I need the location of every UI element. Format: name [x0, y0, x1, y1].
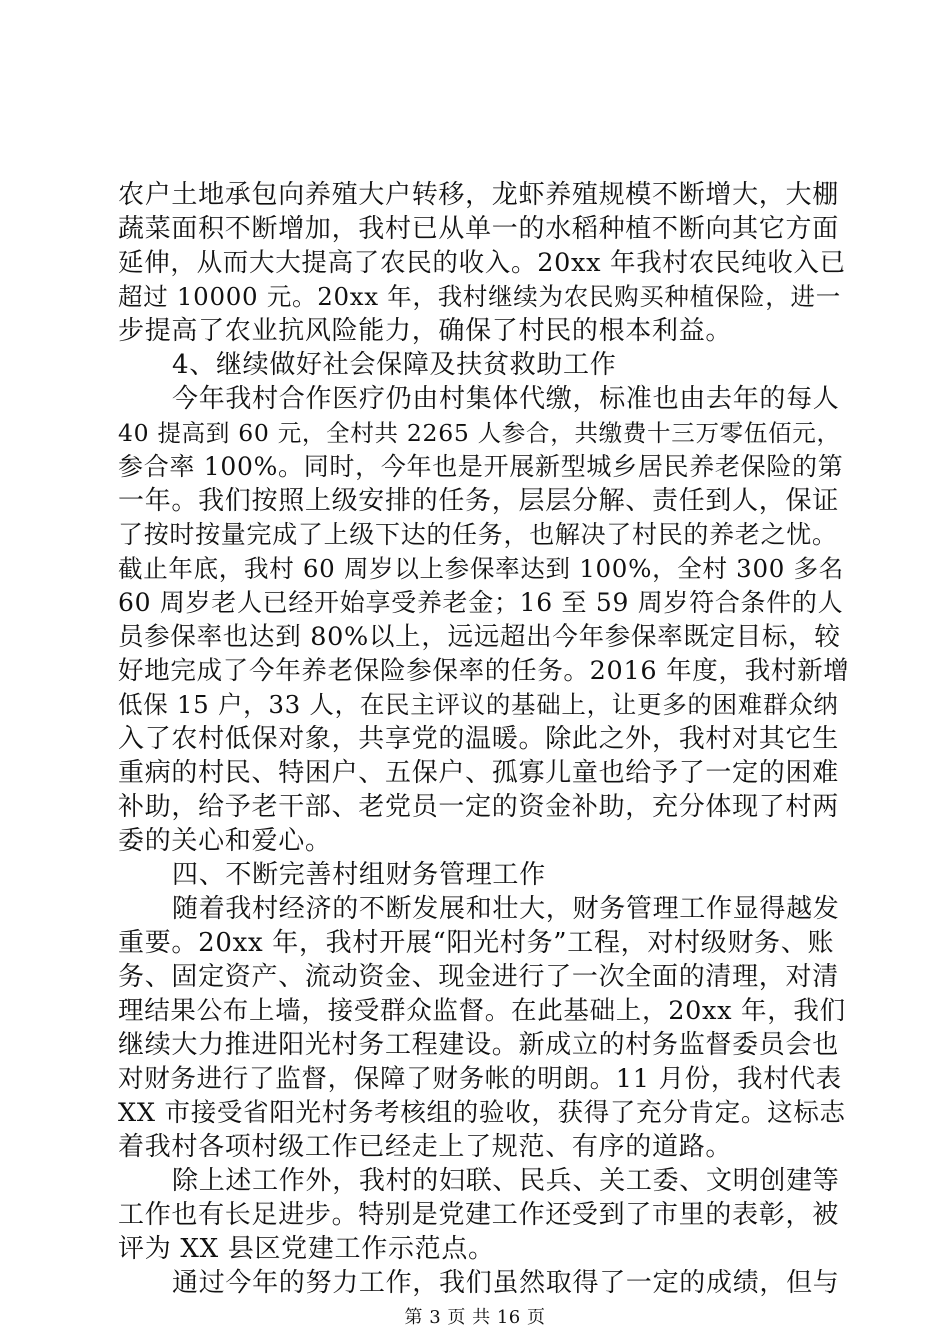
section-heading: 4、继续做好社会保障及扶贫救助工作	[172, 350, 617, 380]
paragraph-first-line: 通过今年的努力工作，我们虽然取得了一定的成绩，但与	[172, 1268, 840, 1298]
body-text-line: 步提高了农业抗风险能力，确保了村民的根本利益。	[118, 316, 733, 346]
paragraph-first-line: 随着我村经济的不断发展和壮大，财务管理工作显得越发	[172, 894, 840, 924]
body-text-line: 对财务进行了监督，保障了财务帐的明朗。11 月份，我村代表	[118, 1064, 842, 1094]
body-text-line: 员参保率也达到 80%以上，远远超出今年参保率既定目标，较	[118, 622, 841, 652]
body-text-line: 重病的村民、特困户、五保户、孤寡儿童也给予了一定的困难	[118, 758, 839, 788]
body-text-line: 重要。20xx 年，我村开展“阳光村务”工程，对村级财务、账	[118, 928, 835, 958]
body-text-line: 一年。我们按照上级安排的任务，层层分解、责任到人，保证	[118, 486, 839, 516]
paragraph-first-line: 除上述工作外，我村的妇联、民兵、关工委、文明创建等	[172, 1166, 840, 1196]
body-text-line: 农户土地承包向养殖大户转移，龙虾养殖规模不断增大，大棚	[118, 180, 839, 210]
body-text-line: 好地完成了今年养老保险参保率的任务。2016 年度，我村新增	[118, 656, 850, 686]
body-text-line: 了按时按量完成了上级下达的任务，也解决了村民的养老之忧。	[118, 520, 838, 549]
body-text-line: 截止年底，我村 60 周岁以上参保率达到 100%，全村 300 多名	[118, 554, 844, 583]
section-heading: 四、不断完善村组财务管理工作	[172, 860, 546, 890]
paragraph-first-line: 今年我村合作医疗仍由村集体代缴，标准也由去年的每人	[172, 384, 840, 414]
body-text-line: 入了农村低保对象，共享党的温暖。除此之外，我村对其它生	[118, 724, 839, 754]
body-text-line: 着我村各项村级工作已经走上了规范、有序的道路。	[118, 1132, 733, 1162]
body-text-line: 理结果公布上墙，接受群众监督。在此基础上，20xx 年，我们	[118, 996, 846, 1026]
body-text-line: 超过 10000 元。20xx 年，我村继续为农民购买种植保险，进一	[118, 282, 841, 311]
body-text-line: 务、固定资产、流动资金、现金进行了一次全面的清理，对清	[118, 962, 839, 992]
body-text-line: 评为 XX 县区党建工作示范点。	[118, 1234, 495, 1264]
body-text-line: 补助，给予老干部、老党员一定的资金补助，充分体现了村两	[118, 792, 839, 822]
body-text-line: 参合率 100%。同时，今年也是开展新型城乡居民养老保险的第	[118, 452, 844, 481]
body-text-line: 工作也有长足进步。特别是党建工作还受到了市里的表彰，被	[118, 1200, 839, 1230]
body-text-line: 低保 15 户，33 人，在民主评议的基础上，让更多的困难群众纳	[118, 690, 839, 719]
body-text-line: 蔬菜面积不断增加，我村已从单一的水稻种植不断向其它方面	[118, 214, 839, 244]
body-text-line: XX 市接受省阳光村务考核组的验收，获得了充分肯定。这标志	[118, 1098, 846, 1128]
body-text-line: 60 周岁老人已经开始享受养老金；16 至 59 周岁符合条件的人	[118, 588, 844, 617]
body-text-line: 延伸，从而大大提高了农民的收入。20xx 年我村农民纯收入已	[118, 248, 846, 278]
page-footer: 第 3 页 共 16 页	[404, 1307, 546, 1328]
body-text-line: 继续大力推进阳光村务工程建设。新成立的村务监督委员会也	[118, 1030, 839, 1060]
body-text-line: 委的关心和爱心。	[118, 826, 332, 856]
body-text-line: 40 提高到 60 元，全村共 2265 人参合，共缴费十三万零伍佰元，	[118, 419, 841, 447]
